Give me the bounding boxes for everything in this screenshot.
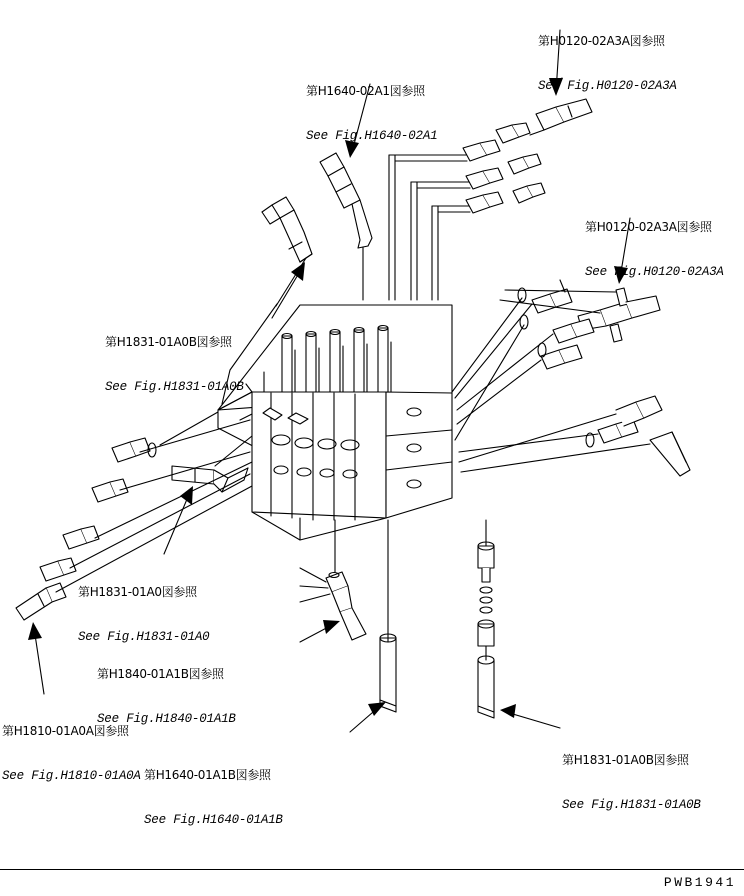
callout-en-text: See Fig.H1831-01A0B xyxy=(562,798,701,812)
callout-en-text: See Fig.H0120-02A3A xyxy=(585,265,724,279)
callout-jp-text: 第H0120-02A3A図参照 xyxy=(538,34,665,48)
callout-jp-text: 第H1831-01A0B図参照 xyxy=(562,753,689,767)
callout-en-text: See Fig.H1640-01A1B xyxy=(144,813,283,827)
callout-h0120-02a3a-right xyxy=(585,190,724,310)
callout-h1831-01a0b-right xyxy=(562,723,701,843)
callout-h1831-01a0b-left xyxy=(105,305,244,425)
callout-jp-text: 第H1831-01A0B図参照 xyxy=(105,335,232,349)
callout-en-text: See Fig.H1840-01A1B xyxy=(97,712,236,726)
callout-jp-text: 第H1640-01A1B図参照 xyxy=(144,768,271,782)
callout-en-text: See Fig.H1810-01A0A xyxy=(2,769,141,783)
callout-en-text: See Fig.H0120-02A3A xyxy=(538,79,677,93)
callout-jp-text: 第H0120-02A3A図参照 xyxy=(585,220,712,234)
callout-h1640-01a1b-bottom xyxy=(144,738,283,858)
callout-en-text: See Fig.H1831-01A0 xyxy=(78,630,210,644)
callout-h0120-02a3a-top xyxy=(538,4,677,124)
drawing-number: PWB1941 xyxy=(663,875,736,890)
callout-jp-text: 第H1840-01A1B図参照 xyxy=(97,667,224,681)
control-valve-body xyxy=(218,305,452,540)
fitting-group-center-top xyxy=(320,153,372,300)
fitting-group-bottom xyxy=(300,520,494,718)
callout-jp-text: 第H1810-01A0A図参照 xyxy=(2,724,129,738)
callout-h1640-02a1 xyxy=(306,54,437,174)
callout-jp-text: 第H1831-01A0図参照 xyxy=(78,585,197,599)
pipe-run-top-center xyxy=(389,155,470,300)
callout-jp-text: 第H1640-02A1図参照 xyxy=(306,84,425,98)
callout-en-text: See Fig.H1831-01A0B xyxy=(105,380,244,394)
callout-h1810-01a0a xyxy=(2,694,141,814)
callout-en-text: See Fig.H1640-02A1 xyxy=(306,129,438,143)
footer-divider xyxy=(0,869,744,870)
